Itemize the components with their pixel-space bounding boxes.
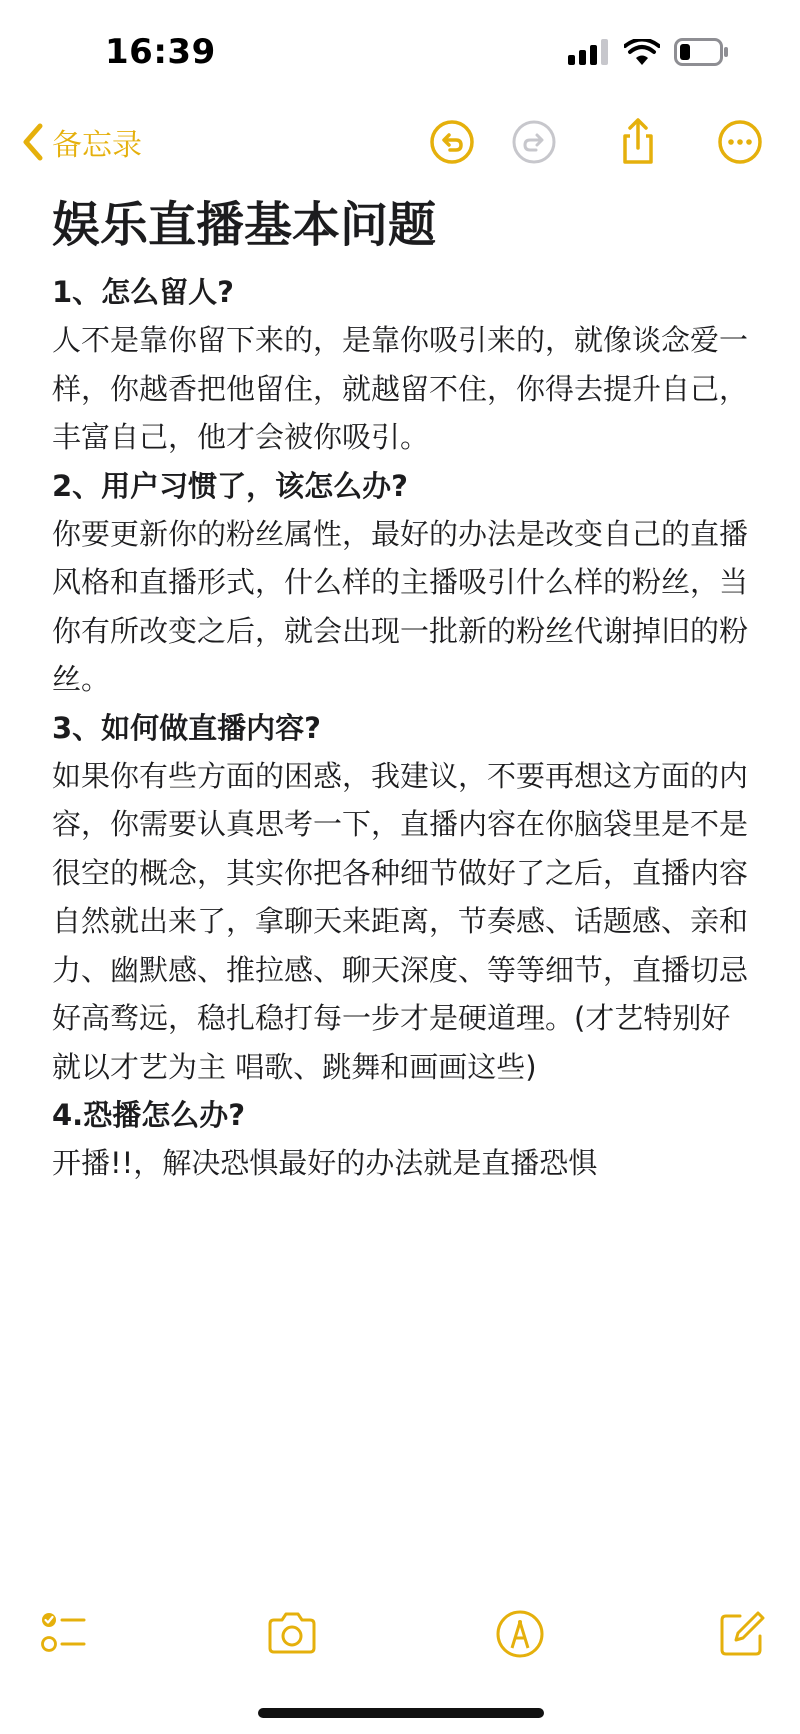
status-bar bbox=[0, 0, 800, 100]
section-body: 你要更新你的粉丝属性，最好的办法是改变自己的直播风格和直播形式，什么样的主播吸引什么样的粉丝，当你有所改变之后，就会出现一批新的粉丝代谢掉旧的粉丝。 bbox=[52, 516, 749, 696]
undo-icon[interactable] bbox=[428, 118, 476, 166]
status-time: 16:39 bbox=[105, 32, 216, 72]
battery-icon bbox=[674, 38, 730, 66]
back-button[interactable] bbox=[22, 120, 142, 164]
redo-icon[interactable] bbox=[510, 118, 558, 166]
camera-icon[interactable] bbox=[266, 1608, 318, 1660]
section-heading: 4.恐播怎么办? bbox=[52, 1098, 246, 1132]
back-label: 备忘录 bbox=[52, 128, 142, 163]
nav-bar bbox=[0, 110, 800, 176]
note-content[interactable] bbox=[52, 190, 752, 1188]
share-icon[interactable] bbox=[614, 118, 662, 166]
section-body: 如果你有些方面的困惑，我建议，不要再想这方面的内容，你需要认真思考一下，直播内容在你脑袋里是不是很空的概念，其实你把各种细节做好了之后，直播内容自然就出来了，拿聊天来距离，节奏感、话题感、亲和力、幽默感、推拉感、聊天深度、等等细节，直播切忌好高骛远，稳扎稳打每一步才是硬道理。(才艺特别好就以才艺为主 唱歌、跳舞和画画这些) bbox=[52, 758, 749, 1084]
section-body: 人不是靠你留下来的，是靠你吸引来的，就像谈念爱一样，你越香把他留住，就越留不住，你得去提升自己，丰富自己，他才会被你吸引。 bbox=[52, 323, 749, 454]
compose-icon[interactable] bbox=[716, 1608, 768, 1660]
checklist-icon[interactable] bbox=[38, 1608, 90, 1660]
section-heading: 1、怎么留人? bbox=[52, 275, 235, 309]
section-heading: 3、如何做直播内容? bbox=[52, 710, 322, 745]
status-icons bbox=[568, 38, 730, 66]
home-indicator bbox=[258, 1708, 544, 1718]
bottom-toolbar bbox=[0, 1600, 800, 1670]
more-options-icon[interactable] bbox=[716, 118, 764, 166]
markup-pen-icon[interactable] bbox=[494, 1608, 546, 1660]
section-heading: 2、用户习惯了，该怎么办? bbox=[52, 468, 409, 503]
chevron-left-icon bbox=[22, 123, 44, 161]
note-title: 娱乐直播基本问题 bbox=[52, 197, 437, 253]
cellular-signal-icon bbox=[568, 39, 610, 65]
wifi-icon bbox=[624, 39, 660, 65]
section-body: 开播!!，解决恐惧最好的办法就是直播恐惧 bbox=[52, 1146, 598, 1180]
